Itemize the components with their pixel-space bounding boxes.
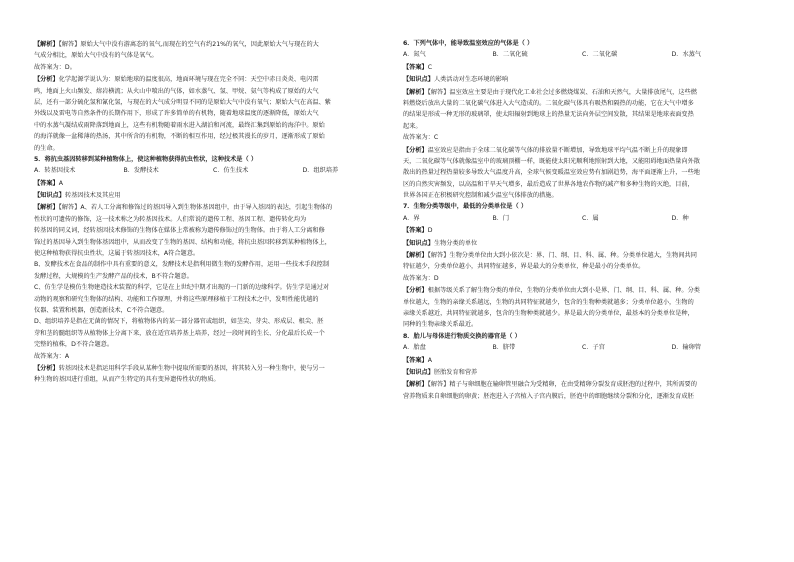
text-line <box>34 248 392 259</box>
section-tag: 【解析】 <box>403 88 428 96</box>
line-text: 营养物质来自卵细胞的卵黄；胚泡进入子宫植入子宫内膜后，胚泡中的细胞继续分裂和分化，逐渐发育成胚 <box>403 392 694 400</box>
answer-options <box>403 213 761 224</box>
line-text: 鸣，地面上火山频发、熔岩横流；从火山中喷出的气体，如水蒸气、氢、甲烷、氨气等构成了原始的大气 <box>34 87 319 95</box>
line-text: 胚胎发育和营养 <box>433 368 478 376</box>
section-tag: 【解析】 <box>403 252 428 260</box>
answer-option: B．二氧化硫 <box>492 51 528 59</box>
left-column <box>34 38 392 386</box>
text-line <box>34 131 392 142</box>
text-line <box>34 39 392 50</box>
line-text: 层，还有一部分硫化氢和氰化氢，与现在的大气成分明显不同的是原始大气中没有氧气；原始大气在高温、紫 <box>34 98 331 106</box>
answer-option: C．属 <box>582 214 599 222</box>
line-text: D <box>427 227 433 235</box>
text-line <box>403 391 761 402</box>
answer-option: C．二氧化碳 <box>582 51 618 59</box>
line-text: 饰过的基因导入到生物体基因组中，从而改变了生物的基因、结构和功能，将抗虫基因转移到某种植物体上， <box>34 238 331 246</box>
line-text: 根据等级关系了解生物分类的单位，生物的分类单位由大到小是界、门、纲、目、科、属、种。分类 <box>427 287 700 295</box>
text-line <box>403 87 761 98</box>
answer-option: A．氮气 <box>403 51 426 59</box>
line-text: 转基因技术及其应用 <box>64 192 121 200</box>
section-tag: 【解析】 <box>34 41 59 48</box>
line-text: 区的自然灾害频发，以高温和干旱天气增多，最后造成了世界各地农作物的减产和多种生物的灭绝，目前， <box>403 180 694 188</box>
answer-option: B．门 <box>492 214 510 222</box>
text-line <box>403 261 761 272</box>
text-line <box>403 145 761 156</box>
line-text: 气成分相比，原始大气中没有的气体是氧气。 <box>34 52 158 60</box>
text-line <box>34 120 392 131</box>
line-text: A <box>427 356 432 364</box>
text-line <box>34 237 392 248</box>
line-text: 种生物的基因进行重组，从而产生特定的具有变异遗传性状的物质。 <box>34 376 220 384</box>
line-text: 6．下列气体中，能导致温室效应的气体是（ ） <box>403 40 534 47</box>
section-tag: 【答案】 <box>34 179 59 187</box>
line-text: 特征越少，分类单位越小，共同特征越多，界是最大的分类单位，种是最小的分类单位。 <box>403 263 645 271</box>
section-tag: 【知识点】 <box>403 76 434 84</box>
line-text: 【解答】A、若人工分离和修饰过的基因导入到生物体基因组中，由于导入基因的表达，引起生物体的 <box>58 204 333 212</box>
text-line <box>403 250 761 261</box>
answer-option: B．脐带 <box>492 344 516 352</box>
line-text: 【解答】温室效应主要是由于现代化工业社会过多燃烧煤炭、石油和天然气，大量排放尾气，这些燃 <box>427 88 697 96</box>
text-line <box>403 308 761 319</box>
answer-options <box>403 49 761 60</box>
line-text: 起来。 <box>403 122 422 130</box>
section-tag: 【分析】 <box>403 146 428 154</box>
text-line <box>34 143 392 154</box>
line-text: 仪器、装置和机器，创造新技术，C不符合题意。 <box>34 306 169 314</box>
section-tag: 【分析】 <box>34 364 59 372</box>
line-text: 8．胎儿与母体进行物质交换的器官是（ ） <box>403 332 521 340</box>
section-tag: 【分析】 <box>403 287 428 295</box>
text-line <box>34 202 392 213</box>
text-line <box>34 271 392 282</box>
section-tag: 【知识点】 <box>403 368 434 376</box>
question-line <box>403 331 761 342</box>
line-text: 5．将抗虫基因转移到某种植物体上，使这种植物获得抗虫性状，这种技术是（ ） <box>34 155 258 163</box>
line-text: 动物的观察和研究生物体的结构、功能和工作原理，并将这些原理移植于工程技术之中，发明性能优越的 <box>34 295 319 303</box>
text-line <box>34 190 392 201</box>
line-text: 转基因技术是指运用科学手段从某种生物中提取所需要的基因，将其转入另一种生物中，使与另一 <box>58 364 325 372</box>
text-line <box>34 108 392 119</box>
text-line <box>34 86 392 97</box>
text-line <box>34 74 392 85</box>
line-text: 7．生物分类等级中，最低的分类单位是（ ） <box>403 203 528 211</box>
line-text: C、仿生学是模仿生物建造技术装置的科学，它是在上世纪中期才出现的一门新的边缘科学。仿生学是通过对 <box>34 284 330 292</box>
text-line <box>403 319 761 330</box>
answer-options <box>403 342 761 353</box>
line-text: 性状的可遗传的修饰，这一技术称之为转基因技术。人们常说的遗传工程、基因工程、遗传转化均为 <box>34 215 307 223</box>
answer-option: D．组织培养 <box>302 167 339 175</box>
text-line <box>34 363 392 374</box>
line-text: 同种的生物亲缘关系最近。 <box>403 321 478 329</box>
line-text: A <box>58 179 63 187</box>
text-line <box>403 190 761 201</box>
section-tag: 【解析】 <box>34 204 59 212</box>
text-line <box>34 316 392 327</box>
text-line <box>34 328 392 339</box>
line-text: 【解答】原始大气中没有游离态的氧气,而现在的空气有约21%的氧气，因此原始大气与现在的大 <box>58 41 319 48</box>
text-line <box>403 238 761 249</box>
text-line <box>34 97 392 108</box>
line-text: 外线以及雷电等自然条件的长期作用下，形成了许多简单的有机物，随着地球温度的逐渐降低，原始大气 <box>34 110 319 118</box>
text-line <box>403 379 761 390</box>
line-text: 生物分类的单位 <box>433 239 478 247</box>
text-line <box>403 225 761 236</box>
text-line <box>34 351 392 362</box>
text-line <box>403 367 761 378</box>
line-text: B、发酵技术在食品的制作中具有重要的意义，发酵技术是指利用微生物的发酵作用，运用一些技术手段控制 <box>34 261 330 269</box>
answer-options <box>34 165 392 176</box>
line-text: 使这种植物获得抗虫性状，这属于转基因技术，A符合题意。 <box>34 250 200 258</box>
line-text: 亲缘关系越近，共同特征就越多，包含的生物种类就越少。界是最大的分类单位，最基本的分类单位是种， <box>403 309 694 317</box>
text-line <box>403 98 761 109</box>
text-line <box>403 132 761 143</box>
line-text: 故答案为：A <box>34 352 70 360</box>
text-line <box>34 294 392 305</box>
line-text: 散出的热量过程热量较多导致大气温度升高，全球气候变暖温室效应势有加剧趋势，海平面逐渐上升，一些地 <box>403 169 700 177</box>
line-text: 转基因的同义词，经转基因技术修饰的生物体在媒体上常被称为遗传修饰过的生物体。由于将人工分离和修 <box>34 227 325 235</box>
line-text: 料燃烧后放出大量的二氧化碳气体进入大气造成的。二氧化碳气体具有吸热和隔热的功能，它在大气中增多 <box>403 99 694 107</box>
section-tag: 【答案】 <box>403 356 428 364</box>
text-line <box>34 259 392 270</box>
line-text: 【解答】精子与卵细胞在输卵管里融合为受精卵，在由受精卵分裂发育成胚泡的过程中，其所需要的 <box>427 381 697 389</box>
text-line <box>403 273 761 284</box>
text-line <box>403 285 761 296</box>
text-line <box>403 62 761 73</box>
question-line <box>403 38 761 49</box>
answer-option: D．水蒸气 <box>671 51 702 59</box>
answer-option: B．发酵技术 <box>123 167 159 175</box>
section-tag: 【分析】 <box>34 76 59 84</box>
text-line <box>403 109 761 120</box>
answer-option: A．转基因技术 <box>34 167 76 175</box>
line-text: C <box>427 63 433 71</box>
text-line <box>34 305 392 316</box>
line-text: 的结果是形成一种无形的玻璃罩，使太阳辐射到地球上的热量无法向外层空间发散，其结果是地球表面变热 <box>403 111 694 119</box>
text-line <box>403 156 761 167</box>
text-line <box>403 74 761 85</box>
question-line <box>34 154 392 165</box>
section-tag: 【解析】 <box>403 381 428 389</box>
answer-option: C．仿生技术 <box>213 167 249 175</box>
line-text: 中的水蒸气凝结成雨降落到地面上，这些有机物随着雨水进入湖泊和河流，最终汇集到原始的海洋中。原始 <box>34 121 325 129</box>
section-tag: 【答案】 <box>403 227 428 235</box>
text-line <box>34 50 392 61</box>
text-line <box>34 374 392 385</box>
answer-option: A．胎盘 <box>403 344 426 352</box>
answer-option: D．输卵管 <box>671 344 702 352</box>
line-text: 天，二氧化碳等气体就像温室中的玻璃顶棚一样，既能使太阳光顺利地照射到大地，又能阻碍地面热量向外散 <box>403 157 700 165</box>
text-line <box>34 62 392 73</box>
right-column <box>403 38 761 402</box>
text-line <box>34 214 392 225</box>
line-text: 的生命。 <box>34 144 59 152</box>
text-line <box>403 121 761 132</box>
line-text: 故答案为：D。 <box>34 63 76 71</box>
answer-option: C．子宫 <box>582 344 605 352</box>
line-text: 芽和茎的髓组织等从植物体上分离下来，放在适宜培养基上培养，经过一段时间的生长、分化最后长成一个 <box>34 329 325 337</box>
line-text: 故答案为：C <box>403 134 439 142</box>
line-text: 单位越大，生物的亲缘关系越远，生物的共同特征就越少，包含的生物种类就越多；分类单位越小，生物的 <box>403 298 694 306</box>
text-line <box>403 167 761 178</box>
line-text: 的海洋就像一盆稀薄的热汤，其中所含的有机物，不断的相互作用，经过极其漫长的岁月，逐渐形成了原始 <box>34 133 325 141</box>
answer-option: D．种 <box>671 214 689 222</box>
answer-option: A．界 <box>403 214 420 222</box>
text-line <box>403 179 761 190</box>
section-tag: 【知识点】 <box>403 239 434 247</box>
text-line <box>403 297 761 308</box>
line-text: D、组织培养是指在无菌的情况下，将植物体内的某一部分器官或组织，如茎尖、芽尖、形成层、根尖、胚 <box>34 318 324 326</box>
text-line <box>34 282 392 293</box>
text-line <box>403 355 761 366</box>
line-text: 故答案为：D <box>403 274 439 282</box>
line-text: 发酵过程，大规模的生产发酵产品的技术，B不符合题意。 <box>34 272 193 280</box>
line-text: 世界各国正在积极研究控制和减少温室气体排放的措施。 <box>403 192 558 200</box>
line-text: 【解答】生物分类单位由大到小依次是：界、门、纲、目、科、属、种。分类单位越大，生物间共同 <box>427 252 697 260</box>
question-line <box>403 201 761 212</box>
section-tag: 【知识点】 <box>34 192 65 200</box>
line-text: 人类活动对生态环境的影响 <box>433 76 509 84</box>
text-line <box>34 225 392 236</box>
text-line <box>34 178 392 189</box>
line-text: 完整的植株，D不符合题意。 <box>34 341 114 349</box>
line-text: 温室效应是指由于全球二氧化碳等气体的排放量不断增加，导致地球平均气温不断上升的现象即 <box>427 146 688 154</box>
text-line <box>34 339 392 350</box>
line-text: 化学起源学说认为：原始地球的温度很高，地面环境与现在完全不同：天空中赤日炎炎、电闪雷 <box>58 76 319 84</box>
section-tag: 【答案】 <box>403 63 428 71</box>
